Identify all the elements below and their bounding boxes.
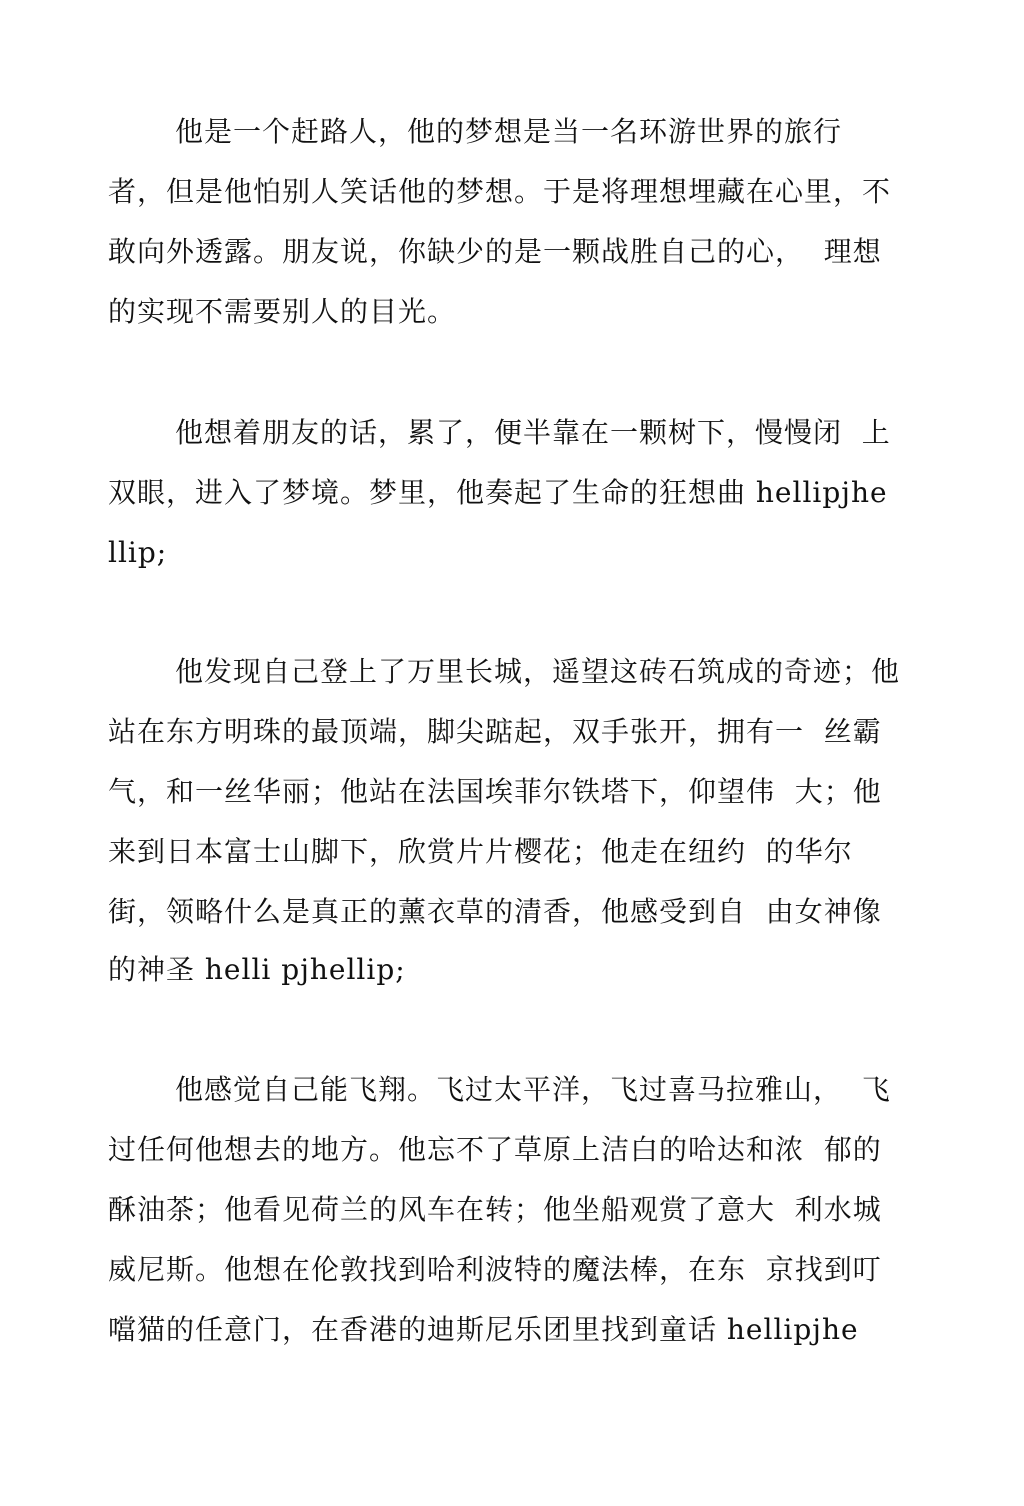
- paragraph-4-line-1: 他感觉自己能飞翔。飞过太平洋，飞过喜马拉雅山， 飞: [175, 1073, 891, 1106]
- paragraph-3-line-1: 他发现自己登上了万里长城，遥望这砖石筑成的奇迹；他: [175, 655, 901, 688]
- paragraph-3-line-6: 的神圣 helli pjhellip;: [108, 953, 406, 986]
- paragraph-3-line-5: 街，领略什么是真正的薰衣草的清香，他感受到自 由女神像: [108, 895, 882, 928]
- paragraph-2-line-3: llip;: [108, 536, 168, 569]
- paragraph-1-line-3: 敢向外透露。朋友说，你缺少的是一颗战胜自己的心， 理想: [108, 235, 882, 268]
- paragraph-3-line-2: 站在东方明珠的最顶端，脚尖踮起，双手张开，拥有一 丝霸: [108, 715, 882, 748]
- paragraph-4-line-2: 过任何他想去的地方。他忘不了草原上洁白的哈达和浓 郁的: [108, 1133, 882, 1166]
- paragraph-1-line-4: 的实现不需要别人的目光。: [108, 295, 457, 328]
- paragraph-1-line-1: 他是一个赶路人，他的梦想是当一名环游世界的旅行: [175, 115, 843, 148]
- paragraph-4-line-3: 酥油茶；他看见荷兰的风车在转；他坐船观赏了意大 利水城: [108, 1193, 882, 1226]
- paragraph-1-line-2: 者，但是他怕别人笑话他的梦想。于是将理想埋藏在心里，不: [108, 175, 892, 208]
- paragraph-4-line-4: 威尼斯。他想在伦敦找到哈利波特的魔法棒，在东 京找到叮: [108, 1253, 882, 1286]
- paragraph-2-line-1: 他想着朋友的话，累了，便半靠在一颗树下，慢慢闭 上: [175, 416, 891, 449]
- paragraph-3-line-4: 来到日本富士山脚下，欣赏片片樱花；他走在纽约 的华尔: [108, 835, 853, 868]
- paragraph-4-line-5: 噹猫的任意门，在香港的迪斯尼乐团里找到童话 hellipjhe: [108, 1313, 859, 1346]
- paragraph-3-line-3: 气，和一丝华丽；他站在法国埃菲尔铁塔下，仰望伟 大；他: [108, 775, 882, 808]
- paragraph-2-line-2: 双眼，进入了梦境。梦里，他奏起了生命的狂想曲 hellipjhe: [108, 476, 888, 509]
